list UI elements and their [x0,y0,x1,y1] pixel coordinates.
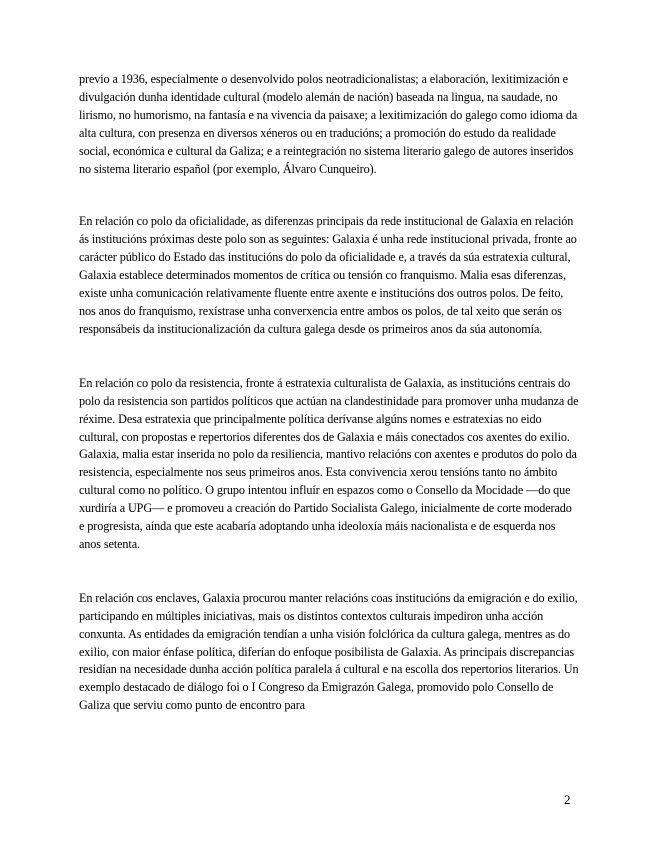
paragraph-resistance-pole: En relación co polo da resistencia, fronte á estratexia culturalista de Galaxia, as institucións centrais do polo da resistencia son partidos políticos que actúan na clandestinidade para promover unha mudanza de réxime. Desa estratexia que principalmente política derívanse algúns nomes e estratexias no eido cultural, con propostas e repertorios diferentes dos de Galaxia e máis conectados cos axentes do exilio. Galaxia, malia estar inserida no polo da resiliencia, mantivo relacións con axentes e produtos do polo da resistencia, especialmente nos seus primeiros anos. Esta convivencia xerou tensións tanto no ámbito cultural como no político. O grupo intentou influír en espazos como o Consello da Mocidade —do que xurdiría a UPG— e promoveu a creación do Partido Socialista Galego, inicialmente de corte moderado e progresista, aínda que este acabaría adoptando unha ideoloxía máis nacionalista e de esquerda nos anos setenta. [79,375,579,551]
paragraph-enclaves: En relación cos enclaves, Galaxia procurou manter relacións coas institucións da emigración e do exilio, participando en múltiples iniciativas, mais os distintos contextos culturais impediron unha acción conxunta. As entidades da emigración tendían a unha visión folclórica da cultura galega, mentres as do exilio, con maior énfase política, diferían do enfoque posibilista de Galaxia. As principais discrepancias residían na necesidade dunha acción política paralela á cultural e na escolla dos repertorios literarios. Un exemplo destacado de diálogo foi o I Congreso da Emigrazón Galega, promovido polo Consello de Galiza que serviu como punto de encontro para [79,590,579,713]
page-number: 2 [564,792,571,807]
document-body [79,71,579,715]
paragraph-neotraditionalists: previo a 1936, especialmente o desenvolvido polos neotradicionalistas; a elaboración, lexitimización e divulgación dunha identidade cultural (modelo alemán de nación) baseada na lingua, na saudade, no lirismo, no humorismo, na fantasía e na vivencia da paisaxe; a lexitimización do galego como idioma da alta cultura, con presenza en diversos xéneros ou en traducións; a promoción do estudo da realidade social, económica e cultural da Galiza; e a reintegración no sistema literario galego de autores inseridos no sistema literario español (por exemplo, Álvaro Cunqueiro). [79,72,578,176]
paragraph-officiality-pole: En relación co polo da oficialidade, as diferenzas principais da rede institucional de Galaxia en relación ás institucións próximas deste polo son as seguintes: Galaxia é unha rede institucional privada, fronte ao carácter público do Estado das institucións do polo da oficialidade e, a través da súa estratexia cultural, Galaxia establece determinados momentos de crítica ou tensión co franquismo. Malia esas diferenzas, existe unha comunicación relativamente fluente entre axente e institucións dos outros polos. De feito, nos anos do franquismo, rexístrase unha converxencia entre ambos os polos, de tal xeito que serán os responsábeis da institucionalización da cultura galega desde os primeiros anos da súa autonomía. [79,214,577,336]
